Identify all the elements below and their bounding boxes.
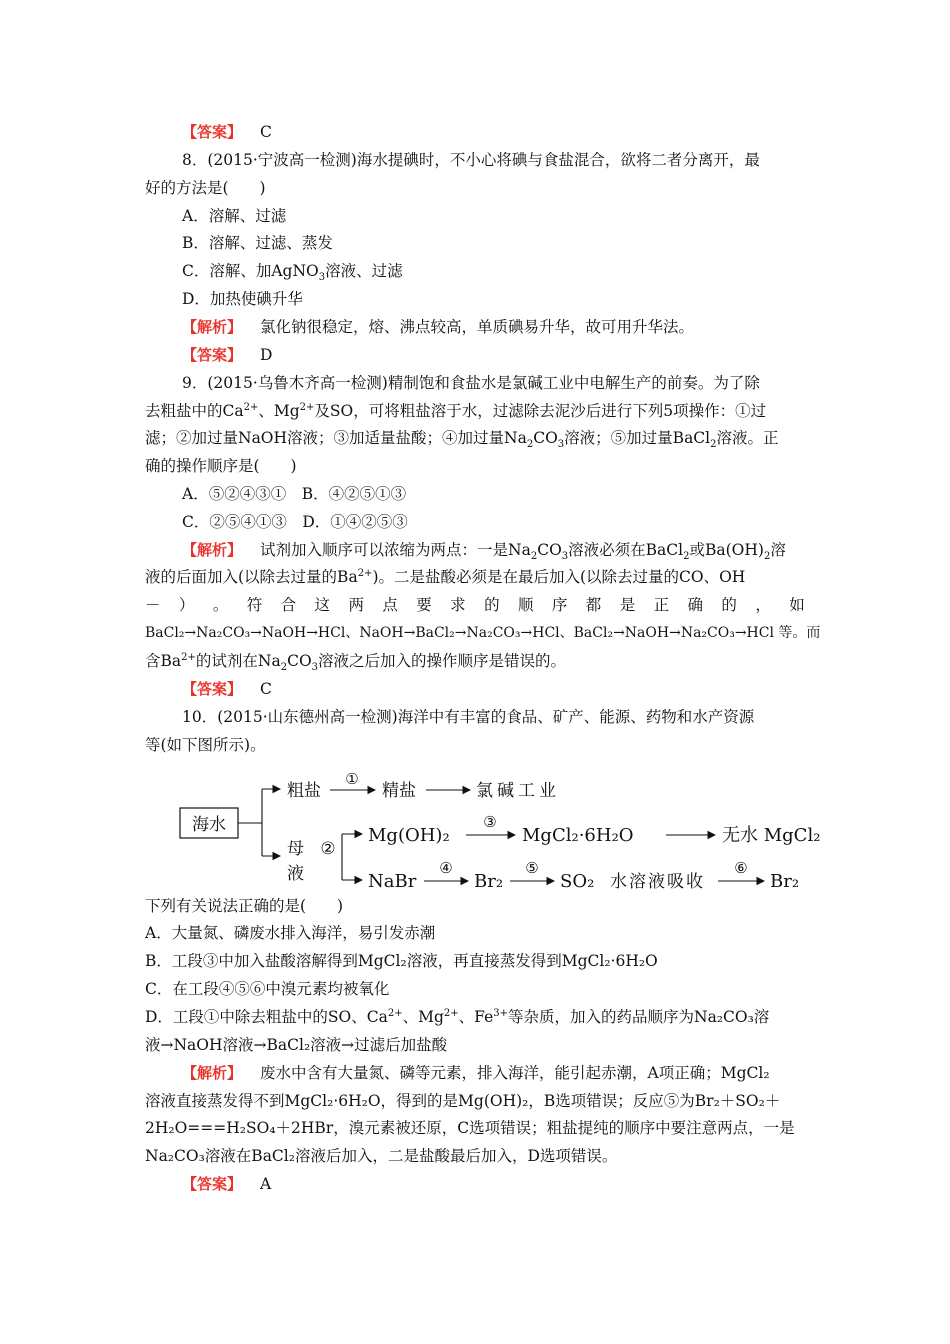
q9-analysis-line-5: 含$Ba^{2+}$的试剂在$Na_2CO_3$溶液之后加入的操作顺序是错误的。: [145, 651, 567, 674]
answer-tag: 【答案】: [182, 1175, 243, 1193]
q10-option-d-line-2: 液→NaOH溶液→BaCl₂溶液→过滤后加盐酸: [145, 1036, 448, 1054]
q8-analysis: 【解析】 氯化钠很稳定，熔、沸点较高，单质碘易升华，故可用升华法。: [182, 318, 695, 336]
step-5-label: ⑤: [525, 859, 539, 877]
analysis-tag: 【解析】: [182, 318, 243, 336]
q8-option-a: A．溶解、过滤: [182, 207, 287, 225]
mother-liquor-label-1: 母: [287, 839, 304, 859]
q10-option-d-line-1: D．工段①中除去粗盐中的SO、$Ca^{2+}$、$Mg^{2+}$、$Fe^{3+}$等杂质，加入的药品顺序为Na₂CO₃溶: [145, 1007, 770, 1026]
answer-tag: 【答案】: [182, 680, 243, 698]
q10-answer: A: [260, 1175, 272, 1193]
aqueous-absorption-label: 水溶液吸收: [610, 872, 705, 892]
step-1-label: ①: [345, 770, 359, 788]
q10-analysis-line-3: 2H₂O===H₂SO₄＋2HBr，溴元素被还原，C选项错误；粗盐提纯的顺序中要注意两点，一是: [145, 1119, 795, 1137]
q8-stem-line-1: 8．(2015·宁波高一检测)海水提碘时，不小心将碘与食盐混合，欲将二者分离开，最: [182, 151, 760, 169]
q8-stem-line-2: 好的方法是( ): [145, 179, 266, 197]
q9-options-ab: A．⑤②④③① B．④②⑤①③: [182, 485, 407, 503]
final-br2-label: Br₂: [770, 871, 800, 892]
chlor-alkali-label: 氯碱工业: [476, 781, 560, 801]
seawater-process-diagram: [170, 760, 850, 900]
q10-analysis-line-1: 【解析】 废水中含有大量氮、磷等元素，排入海洋，能引起赤潮，A项正确；MgCl₂: [182, 1064, 770, 1082]
q7-answer-line: [182, 118, 272, 146]
q9-answer-line: [182, 675, 272, 703]
q7-answer: C: [260, 123, 272, 141]
q8-answer: D: [260, 346, 273, 364]
refined-salt-label: 精盐: [382, 781, 416, 801]
q10-option-c: C．在工段④⑤⑥中溴元素均被氧化: [145, 980, 390, 998]
q9-analysis-line-1: 【解析】 试剂加入顺序可以浓缩为两点：一是$Na_2CO_3$溶液必须在BaCl$_2$或$Ba(OH)_2$溶: [182, 541, 786, 563]
q8-option-d: D．加热使碘升华: [182, 290, 303, 308]
q10-analysis-line-4: Na₂CO₃溶液在BaCl₂溶液后加入，二是盐酸最后加入，D选项错误。: [145, 1147, 618, 1165]
q10-option-a: A．大量氮、磷废水排入海洋，易引发赤潮: [145, 924, 436, 942]
step-4-label: ④: [439, 859, 453, 877]
q9-analysis-line-4: BaCl₂→Na₂CO₃→NaOH→HCl、NaOH→BaCl₂→Na₂CO₃→HCl、BaCl₂→NaOH→Na₂CO₃→HCl 等。而: [145, 625, 821, 641]
q9-stem-line-2: 去粗盐中的$Ca^{2+}$、$Mg^{2+}$及SO，可将粗盐溶于水，过滤除去泥沙后进行下列5项操作：①过: [145, 401, 767, 420]
q9-options-cd: C．②⑤④①③ D．①④②⑤③: [182, 513, 408, 531]
seawater-label: 海水: [192, 815, 226, 835]
q10-answer-line: [182, 1170, 271, 1198]
analysis-tag: 【解析】: [182, 1064, 243, 1082]
q10-stem-line-3: 下列有关说法正确的是( ): [145, 897, 344, 915]
q9-stem-line-3: 滤；②加过量NaOH溶液；③加适量盐酸；④加过量$Na_2CO_3$溶液；⑤加过量BaCl$_2$溶液。正: [145, 429, 779, 451]
q9-analysis-line-2: 液的后面加入(以除去过量的$Ba^{2+}$)。二是盐酸必须是在最后加入(以除去过量的CO、OH: [145, 567, 746, 586]
step-2-label: ②: [320, 839, 336, 859]
q9-answer: C: [260, 680, 272, 698]
mg-oh2-label: Mg(OH)₂: [368, 825, 450, 846]
q9-analysis-line-3: － ） 。 符 合 这 两 点 要 求 的 顺 序 都 是 正 确 的 ， 如: [145, 596, 805, 614]
q8-option-c: C．溶解、加AgNO$_3$溶液、过滤: [182, 262, 403, 284]
mother-liquor-label-2: 液: [287, 864, 304, 884]
nabr-label: NaBr: [368, 871, 417, 892]
crude-salt-label: 粗盐: [287, 781, 321, 801]
q10-option-b: B．工段③中加入盐酸溶解得到MgCl₂溶液，再直接蒸发得到MgCl₂·6H₂O: [145, 952, 658, 970]
analysis-tag: 【解析】: [182, 541, 243, 559]
q10-stem-line-2: 等(如下图所示)。: [145, 736, 266, 754]
q9-stem-line-4: 确的操作顺序是( ): [145, 457, 297, 475]
q9-stem-line-1: 9．(2015·乌鲁木齐高一检测)精制饱和食盐水是氯碱工业中电解生产的前奏。为了除: [182, 374, 760, 392]
answer-tag: 【答案】: [182, 346, 243, 364]
so2-label: SO₂: [560, 871, 595, 892]
q8-answer-line: [182, 341, 272, 369]
anhydrous-mgcl2-label: 无水 MgCl₂: [722, 825, 821, 846]
br2-label: Br₂: [474, 871, 504, 892]
mgcl2-hydrate-label: MgCl₂·6H₂O: [522, 825, 634, 846]
answer-tag: 【答案】: [182, 123, 243, 141]
q8-option-b: B．溶解、过滤、蒸发: [182, 234, 333, 252]
q10-analysis-line-2: 溶液直接蒸发得不到MgCl₂·6H₂O，得到的是Mg(OH)₂，B选项错误；反应⑤为Br₂＋SO₂＋: [145, 1092, 781, 1110]
q10-stem-line-1: 10．(2015·山东德州高一检测)海洋中有丰富的食品、矿产、能源、药物和水产资源: [182, 708, 755, 726]
step-6-label: ⑥: [734, 859, 748, 877]
step-3-label: ③: [483, 813, 497, 831]
